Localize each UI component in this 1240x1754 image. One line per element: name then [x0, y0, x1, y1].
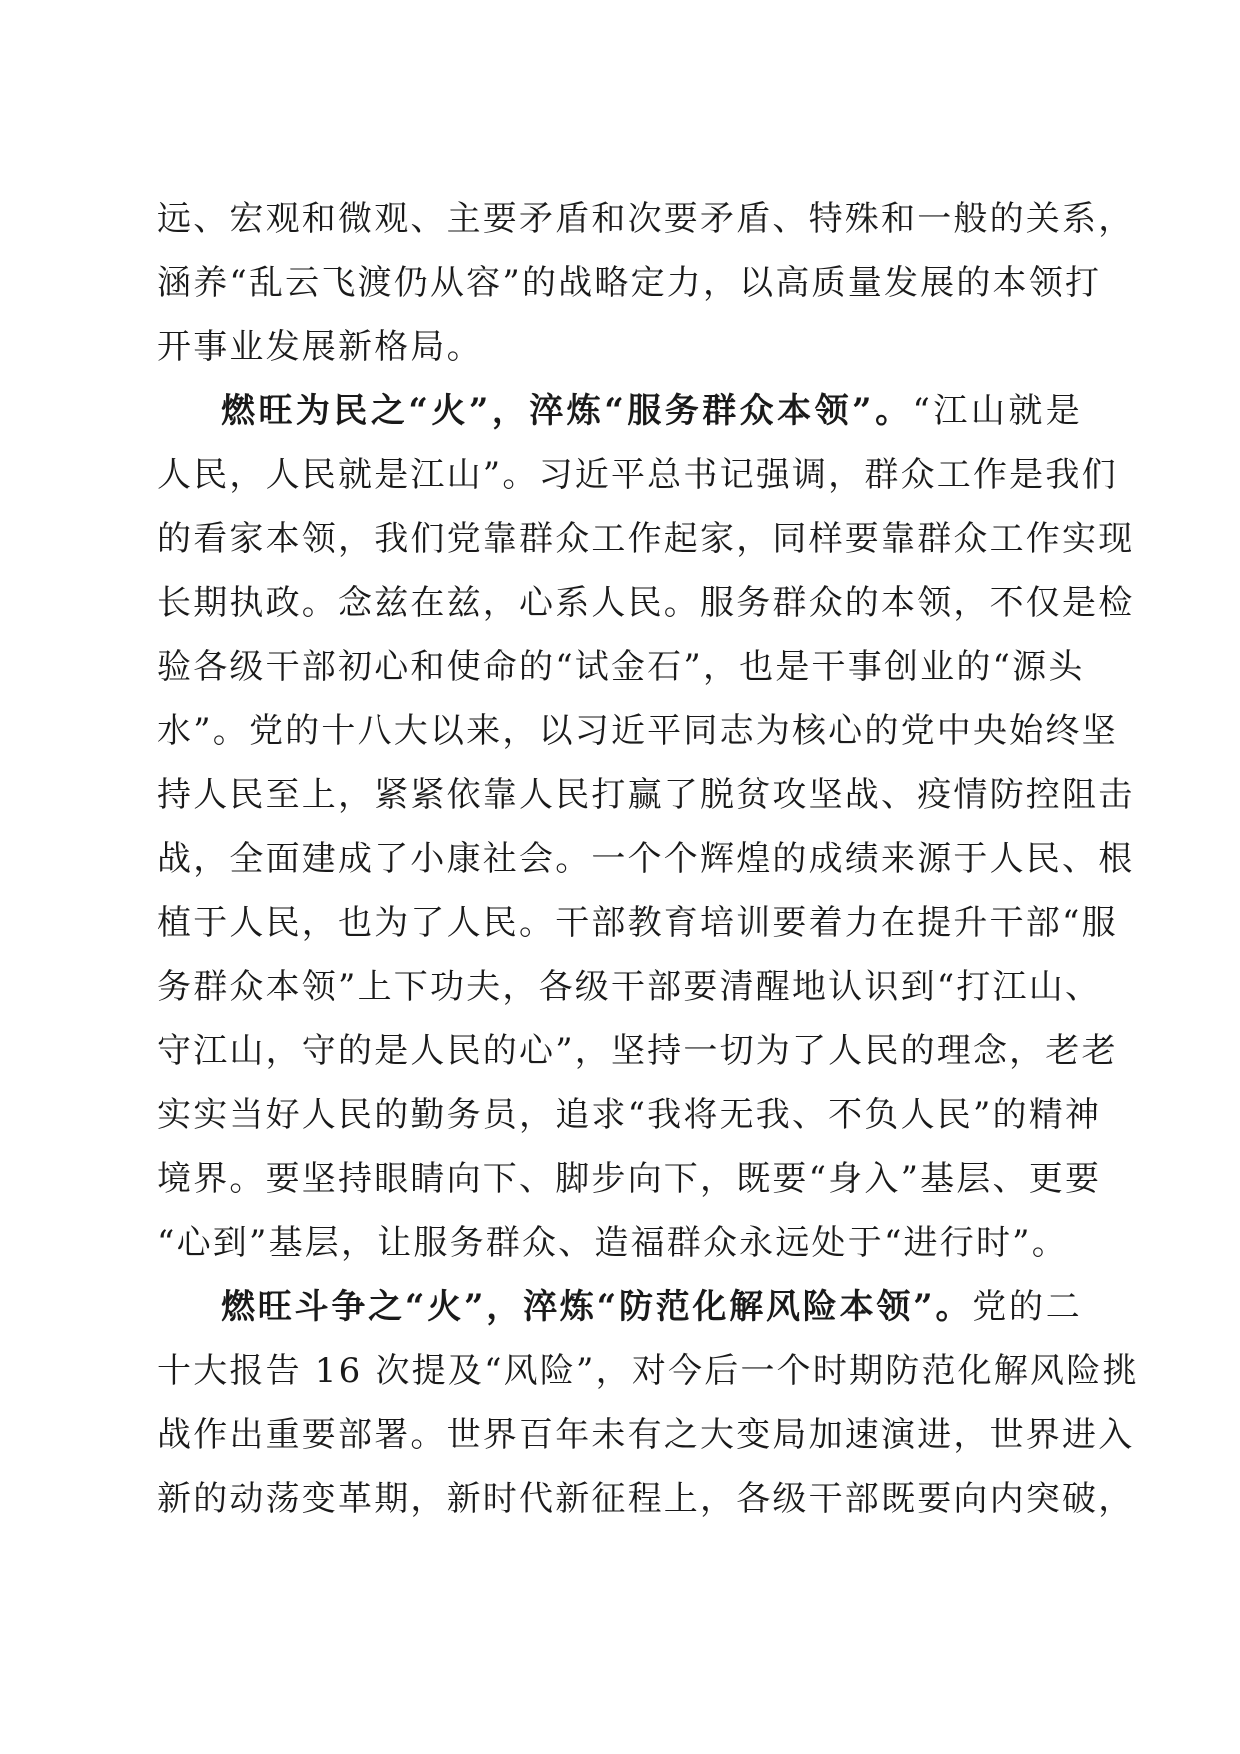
paragraph-1-line-2: 涵养“乱云飞渡仍从容”的战略定力，以高质量发展的本领打: [157, 263, 1102, 303]
paragraph-3-line-1-rest: 党的二: [972, 1287, 1082, 1327]
paragraph-3-line-4: 新的动荡变革期，新时代新征程上，各级干部既要向内突破，: [157, 1479, 1135, 1519]
paragraph-3-heading: 燃旺斗争之“火”，淬炼“防范化解风险本领”。: [221, 1287, 973, 1327]
paragraph-2-line-1-rest: “江山就是: [912, 391, 1082, 431]
paragraph-2-line-10: 务群众本领”上下功夫，各级干部要清醒地认识到“打江山、: [157, 967, 1102, 1007]
paragraph-2-line-14: “心到”基层，让服务群众、造福群众永远处于“进行时”。: [157, 1223, 1068, 1263]
paragraph-1-line-1: 远、宏观和微观、主要矛盾和次要矛盾、特殊和一般的关系，: [157, 199, 1135, 239]
paragraph-2-line-1: [221, 379, 1082, 443]
paragraph-3-line-1: [221, 1275, 1082, 1339]
paragraph-2-line-2: 人民，人民就是江山”。习近平总书记强调，群众工作是我们: [157, 455, 1118, 495]
paragraph-2-line-9: 植于人民，也为了人民。干部教育培训要着力在提升干部“服: [157, 903, 1118, 943]
paragraph-2-heading: 燃旺为民之“火”，淬炼“服务群众本领”。: [221, 391, 913, 431]
paragraph-2-line-3: 的看家本领，我们党靠群众工作起家，同样要靠群众工作实现: [157, 519, 1135, 559]
paragraph-2-line-13: 境界。要坚持眼睛向下、脚步向下，既要“身入”基层、更要: [157, 1159, 1102, 1199]
paragraph-2-line-5: 验各级干部初心和使命的“试金石”，也是干事创业的“源头: [157, 647, 1085, 687]
paragraph-2-line-8: 战，全面建成了小康社会。一个个辉煌的成绩来源于人民、根: [157, 839, 1135, 879]
paragraph-2-line-12: 实实当好人民的勤务员，追求“我将无我、不负人民”的精神: [157, 1095, 1102, 1135]
paragraph-2-line-4: 长期执政。念兹在兹，心系人民。服务群众的本领，不仅是检: [157, 583, 1135, 623]
paragraph-2-line-11: 守江山，守的是人民的心”，坚持一切为了人民的理念，老老: [157, 1031, 1118, 1071]
paragraph-3-line-2: 十大报告 16 次提及“风险”，对今后一个时期防范化解风险挑: [157, 1351, 1139, 1391]
paragraph-1-line-3: 开事业发展新格局。: [157, 327, 483, 367]
paragraph-2-line-7: 持人民至上，紧紧依靠人民打赢了脱贫攻坚战、疫情防控阻击: [157, 775, 1135, 815]
paragraph-2-line-6: 水”。党的十八大以来，以习近平同志为核心的党中央始终坚: [157, 711, 1118, 751]
paragraph-3-line-3: 战作出重要部署。世界百年未有之大变局加速演进，世界进入: [157, 1415, 1135, 1455]
